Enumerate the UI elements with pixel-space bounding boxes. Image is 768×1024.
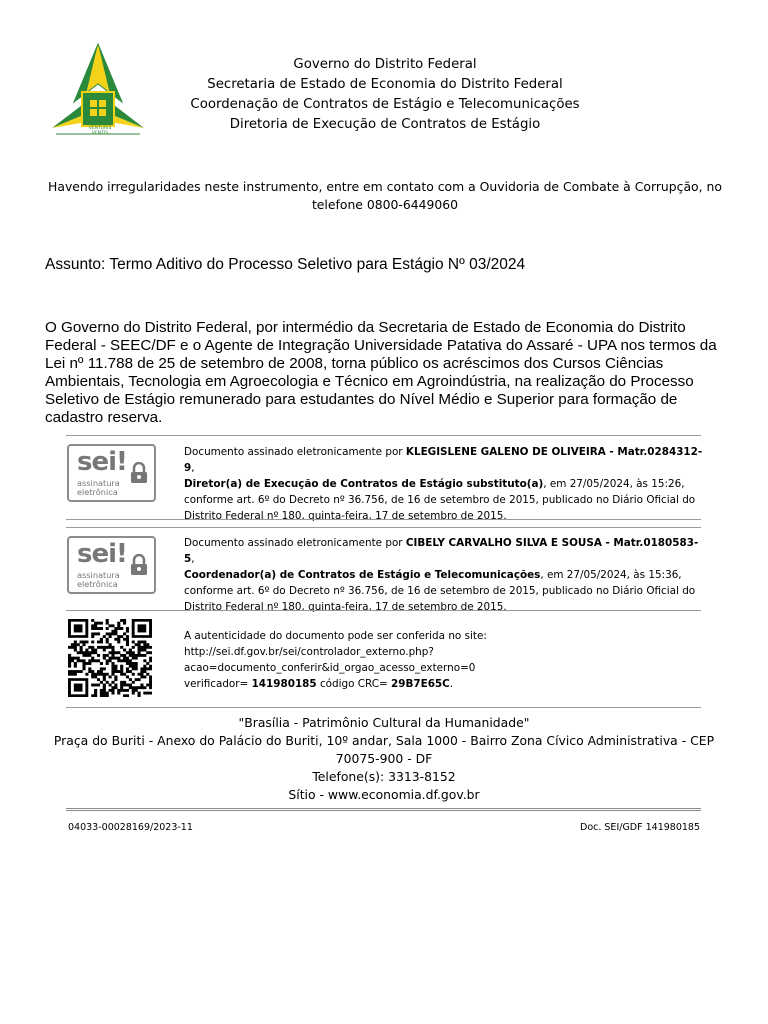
signature-prefix: Documento assinado eletronicamente por bbox=[184, 446, 406, 458]
signer-role: Coordenador(a) de Contratos de Estágio e Telecomunicações bbox=[184, 569, 541, 581]
divider bbox=[66, 527, 701, 528]
signer-role: Diretor(a) de Execução de Contratos de Estágio substituto(a) bbox=[184, 478, 544, 490]
signer-name: CIBELY CARVALHO SILVA E SOUSA - Matr.0180583-5 bbox=[184, 537, 699, 565]
verifier-label: verificador= bbox=[184, 678, 252, 690]
signature-block-2 bbox=[184, 535, 704, 615]
verifier-code: 141980185 bbox=[251, 678, 317, 690]
lock-icon bbox=[129, 462, 149, 484]
seal-brand: sei! bbox=[77, 539, 127, 569]
header-line-secretariat: Secretaria de Estado de Economia do Distrito Federal bbox=[207, 77, 563, 92]
seal-caption bbox=[77, 479, 120, 497]
qr-code bbox=[68, 619, 152, 702]
process-number: 04033-00028169/2023-11 bbox=[68, 822, 193, 833]
verification-url-params: acao=documento_conferir&id_orgao_acesso_externo=0 bbox=[184, 662, 476, 674]
signature-prefix: Documento assinado eletronicamente por bbox=[184, 537, 406, 549]
signature-separator: , bbox=[191, 462, 195, 474]
issuer-header bbox=[170, 55, 600, 135]
signature-legal-basis: conforme art. 6º do Decreto nº 36.756, de 16 de setembro de 2015, publicado no Diário Oficial do Distrito Federal nº 180, quinta-feira, 17 de setembro de 2015. bbox=[184, 494, 696, 522]
divider bbox=[66, 610, 701, 611]
divider bbox=[66, 707, 701, 708]
institution-footer bbox=[50, 714, 718, 804]
crest-motto: VENTURIS VENTIS bbox=[88, 126, 112, 136]
verification-url[interactable]: http://sei.df.gov.br/sei/controlador_externo.php? bbox=[184, 646, 434, 658]
ombudsman-notice: Havendo irregularidades neste instrumento, entre em contato com a Ouvidoria de Combate à Corrupção, no telefone 0800-6449060 bbox=[48, 179, 722, 212]
signature-separator: , bbox=[191, 553, 195, 565]
header-line-government: Governo do Distrito Federal bbox=[293, 57, 477, 72]
verification-end: . bbox=[449, 678, 454, 690]
footer-website[interactable]: Sítio - www.economia.df.gov.br bbox=[288, 787, 480, 802]
document-reference: Doc. SEI/GDF 141980185 bbox=[580, 822, 700, 833]
header-line-directorate: Diretoria de Execução de Contratos de Estágio bbox=[229, 117, 541, 132]
signature-legal-basis: conforme art. 6º do Decreto nº 36.756, de 16 de setembro de 2015, publicado no Diário Oficial do Distrito Federal nº 180, quinta-feira, 17 de setembro de 2015. bbox=[184, 585, 696, 613]
seal-caption bbox=[77, 571, 120, 589]
seal-caption-line1: assinatura bbox=[77, 570, 120, 580]
verification-codes bbox=[184, 676, 704, 692]
sei-signature-seal bbox=[67, 536, 156, 594]
signature-block-1 bbox=[184, 444, 704, 524]
footer-address: Praça do Buriti - Anexo do Palácio do Buriti, 10º andar, Sala 1000 - Bairro Zona Cívico Administrativa - CEP 70075-900 - DF bbox=[53, 733, 715, 766]
signature-date: , em 27/05/2024, às 15:36, bbox=[540, 569, 682, 581]
signer-name: KLEGISLENE GALENO DE OLIVEIRA - Matr.0284312-9 bbox=[184, 446, 703, 474]
document-body: O Governo do Distrito Federal, por intermédio da Secretaria de Estado de Economia do Distrito Federal - SEEC/DF e o Agente de Integração Universidade Patativa do Assaré - UPA nos termos da Lei nº 11.788 de 25 de setembro de 2008, torna público os acréscimos dos Cursos Ciências Ambientais, Tecnologia em Agroecologia e Técnico em Agroindústria, na realização do Processo Seletivo de Estágio remunerado para estudantes do Nível Médio e Superior para formação de cadastro reserva. bbox=[45, 319, 717, 426]
seal-caption-line2: eletrônica bbox=[77, 579, 118, 589]
seal-brand: sei! bbox=[77, 447, 127, 477]
verification-intro: A autenticidade do documento pode ser conferida no site: bbox=[184, 630, 487, 642]
footer-divider bbox=[66, 808, 701, 811]
divider bbox=[66, 435, 701, 436]
gdf-crest-logo bbox=[46, 42, 150, 147]
divider bbox=[66, 519, 701, 520]
lock-icon bbox=[129, 554, 149, 576]
sei-signature-seal bbox=[67, 444, 156, 502]
seal-caption-line2: eletrônica bbox=[77, 487, 118, 497]
signature-date: , em 27/05/2024, às 15:26, bbox=[543, 478, 685, 490]
document-subject: Assunto: Termo Aditivo do Processo Seletivo para Estágio Nº 03/2024 bbox=[45, 256, 526, 273]
seal-caption-line1: assinatura bbox=[77, 478, 120, 488]
footer-phone: Telefone(s): 3313-8152 bbox=[312, 769, 456, 784]
footer-motto: "Brasília - Patrimônio Cultural da Humanidade" bbox=[238, 715, 530, 730]
header-line-coordination: Coordenação de Contratos de Estágio e Telecomunicações bbox=[190, 97, 580, 112]
crc-label: código CRC= bbox=[316, 678, 391, 690]
crc-code: 29B7E65C bbox=[390, 678, 450, 690]
authenticity-verification bbox=[184, 628, 704, 692]
